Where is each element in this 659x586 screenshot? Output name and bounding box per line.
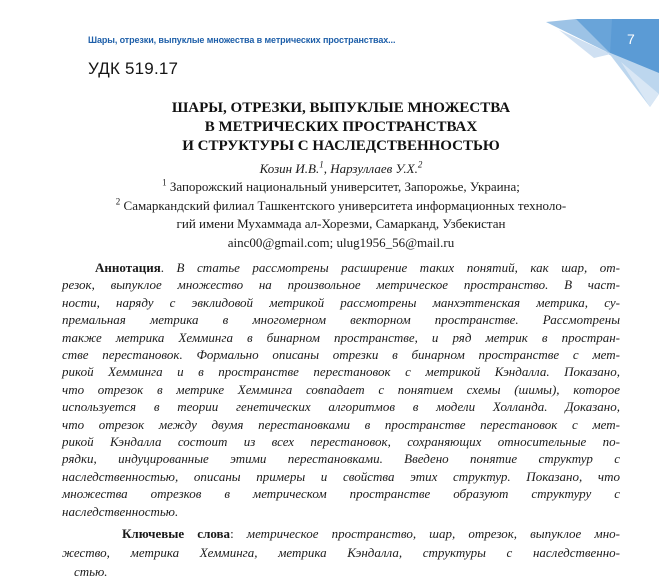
abstract-line-text: также метрика Хемминга в бинарном пространстве, и ряд метрик в простран- xyxy=(62,329,620,345)
keywords-label: Ключевые слова xyxy=(122,526,231,542)
affiliation-text: Самаркандский филиал Ташкентского университета информационных техноло- xyxy=(120,197,567,213)
author-name: Нарзуллаев У.Х. xyxy=(330,161,418,176)
abstract-line xyxy=(62,416,620,433)
abstract-line xyxy=(62,468,620,485)
affiliation-mark: 2 xyxy=(115,196,121,207)
abstract-line-text: используется в теории генетических алгоритмов в модели Холланда. Доказано, xyxy=(62,399,620,415)
abstract-line-text: В статье рассмотрены расширение таких понятий, как шар, от- xyxy=(176,260,620,275)
abstract-label: Аннотация xyxy=(95,260,161,275)
page-number: 7 xyxy=(627,31,635,47)
keywords-label-separator: : xyxy=(230,526,247,542)
article-title xyxy=(62,99,620,156)
abstract-line xyxy=(62,363,620,380)
abstract-line xyxy=(62,433,620,450)
title-line: И СТРУКТУРЫ С НАСЛЕДСТВЕННОСТЬЮ xyxy=(182,138,500,154)
affiliation-line xyxy=(62,215,620,234)
abstract-line xyxy=(62,381,620,398)
abstract-line xyxy=(62,259,620,276)
author-name: Козин И.В. xyxy=(259,161,320,176)
affiliation-line xyxy=(62,178,620,197)
abstract-line xyxy=(62,450,620,467)
affiliation-mark: 1 xyxy=(162,177,167,188)
abstract-line xyxy=(62,346,620,363)
abstract-line xyxy=(62,311,620,328)
abstract-line-text: наследственностью, описаны примеры и свойства этих структур. Показано, что xyxy=(62,468,620,484)
affiliation-line xyxy=(62,234,620,253)
keywords-line-text: жество, метрика Хемминга, метрика Кэндалла, структуры с наследственно- xyxy=(62,545,620,561)
keywords-line xyxy=(62,562,620,581)
author-affiliation-mark: 1 xyxy=(319,159,324,170)
keywords-line xyxy=(62,524,620,543)
abstract-line-text: что отрезок в метрике Хемминга совпадает с понятием схемы (шимы), которое xyxy=(62,381,620,397)
abstract-line xyxy=(62,276,620,293)
abstract-line-text: наследственностью. xyxy=(62,503,179,519)
article-content xyxy=(62,99,620,581)
abstract-line-text: рикой Кэндалла состоит из всех перестановок, сохраняющих относительные по- xyxy=(62,434,620,450)
keywords-line-text: метрическое пространство, шар, отрезок, выпуклое мно- xyxy=(246,526,620,542)
abstract-line xyxy=(62,485,620,502)
title-line: В МЕТРИЧЕСКИХ ПРОСТРАНСТВАХ xyxy=(204,119,478,135)
abstract-line-text: премальная метрика в многомерном векторном пространстве. Рассмотрены xyxy=(62,312,620,328)
abstract-label-separator: . xyxy=(160,260,177,275)
abstract-line-text: что отрезок между двумя перестановками в пространстве перестановок с мет- xyxy=(62,416,620,432)
abstract-line-text: множества отрезков в метрическом пространстве образуют структуру с xyxy=(62,486,620,502)
abstract-line xyxy=(62,294,620,311)
affiliation-line xyxy=(62,197,620,216)
keywords-paragraph xyxy=(62,524,620,581)
abstract-line-text: резок, выпуклое множество на произвольное метрическое пространство. В част- xyxy=(62,277,620,293)
abstract-line-text: ности, наряду с эвклидовой метрикой рассмотрены манхэттенская метрика, су- xyxy=(62,294,620,310)
affiliation-text: Запорожский национальный университет, Запорожье, Украина; xyxy=(166,179,520,194)
running-header: Шары, отрезки, выпуклые множества в метрических пространствах... xyxy=(88,35,396,45)
affiliation-text: гий имени Мухаммада ал-Хорезми, Самарканд, Узбекистан xyxy=(176,216,506,231)
abstract-line-text: рикой Хемминга и в пространстве перестановок с метрикой Кэндалла. Показано, xyxy=(62,364,620,380)
author-affiliation-mark: 2 xyxy=(417,159,423,170)
abstract-line-text: стве перестановок. Формально описаны отрезки в бинарном пространстве с мет- xyxy=(62,347,620,363)
authors-line xyxy=(62,160,620,178)
abstract-line xyxy=(62,503,620,520)
abstract-line xyxy=(62,398,620,415)
udc-code: УДК 519.17 xyxy=(88,59,179,78)
keywords-line xyxy=(62,543,620,562)
author-separator: , xyxy=(323,161,331,176)
keywords-line-text: стью. xyxy=(74,564,108,580)
affiliation-text: ainc00@gmail.com; ulug1956_56@mail.ru xyxy=(227,234,455,250)
abstract-line xyxy=(62,329,620,346)
title-line: ШАРЫ, ОТРЕЗКИ, ВЫПУКЛЫЕ МНОЖЕСТВА xyxy=(171,100,511,116)
corner-decoration xyxy=(539,0,659,112)
affiliations-block xyxy=(62,178,620,252)
abstract-paragraph xyxy=(62,259,620,520)
abstract-line-text: рядки, индуцированные этими перестановками. Введено понятие структур с xyxy=(62,451,620,467)
